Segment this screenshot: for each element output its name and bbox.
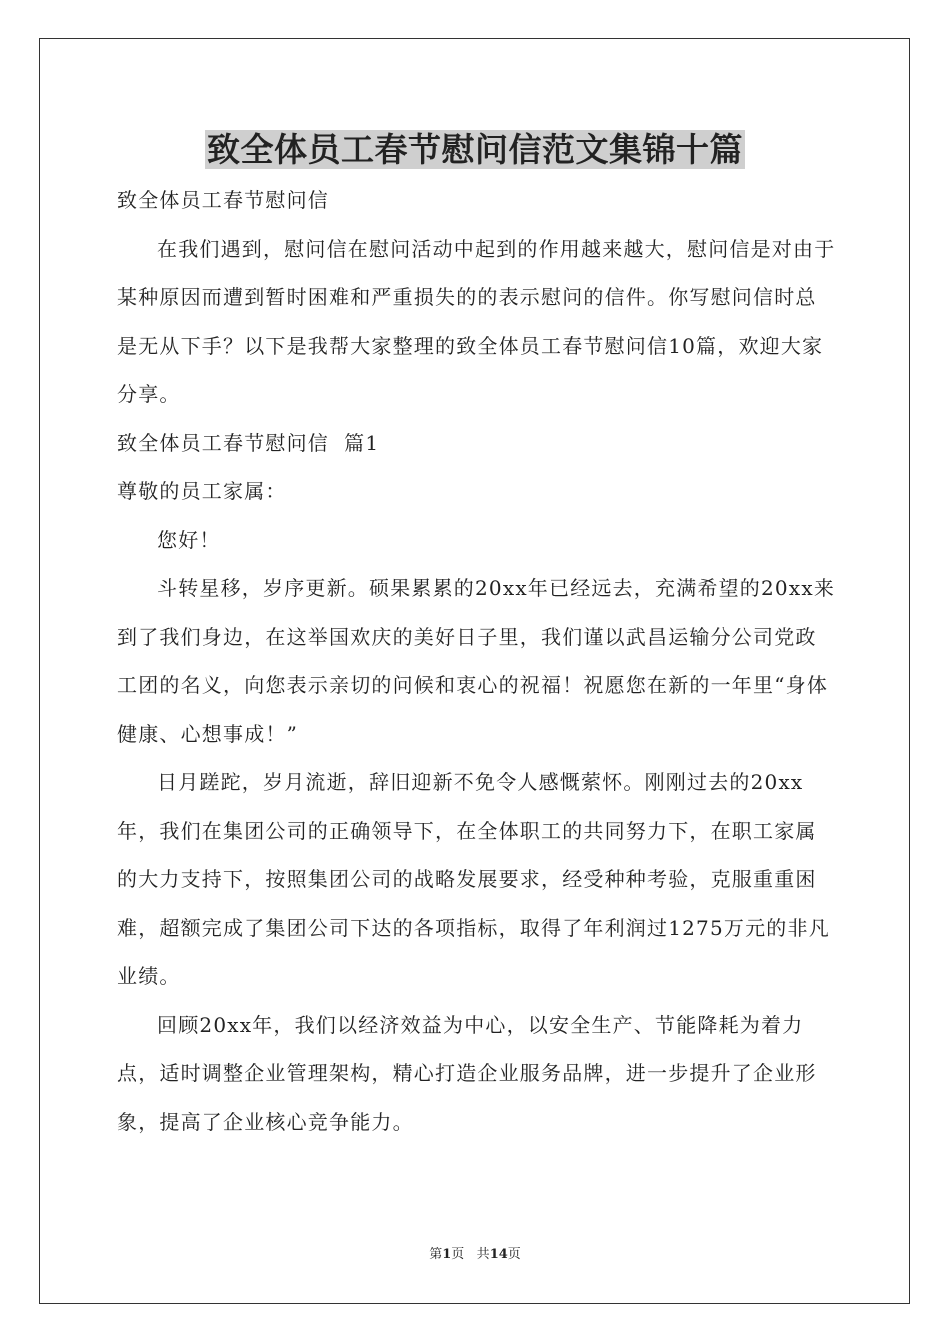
total-suffix: 页	[507, 1247, 521, 1262]
total-prefix: 共	[476, 1247, 490, 1262]
page-footer	[0, 1246, 950, 1264]
total-pages: 14	[489, 1247, 508, 1262]
paragraph-1: 在我们遇到，慰问信在慰问活动中起到的作用越来越大，慰问信是对由于某种原因而遭到暂时困难和严重损失的的表示慰问的信件。你写慰问信时总是无从下手？以下是我帮大家整理的致全体员工春节慰问信10篇，欢迎大家分享。	[117, 236, 836, 406]
page-number: 1	[442, 1247, 452, 1262]
document-body	[117, 176, 837, 1146]
paragraph-3: 尊敬的员工家属：	[117, 479, 287, 503]
paragraph-4: 您好！	[157, 527, 221, 552]
page-prefix: 第	[429, 1247, 443, 1262]
paragraph-5: 斗转星移，岁序更新。硕果累累的20xx年已经远去，充满希望的20xx来到了我们身边，在这举国欢庆的美好日子里，我们谨以武昌运输分公司党政工团的名义，向您表示亲切的问候和衷心的祝福！祝愿您在新的一年里“身体健康、心想事成！”	[117, 576, 836, 746]
page-suffix: 页	[451, 1247, 465, 1262]
paragraph-2: 致全体员工春节慰问信 篇1	[117, 430, 380, 455]
paragraph-0: 致全体员工春节慰问信	[117, 188, 329, 212]
document-title-text: 致全体员工春节慰问信范文集锦十篇	[207, 130, 743, 169]
paragraph-6: 日月蹉跎，岁月流逝，辞旧迎新不免令人感慨萦怀。刚刚过去的20xx年，我们在集团公司的正确领导下，在全体职工的共同努力下，在职工家属的大力支持下，按照集团公司的战略发展要求，经受种种考验，克服重重困难，超额完成了集团公司下达的各项指标，取得了年利润过1275万元的非凡业绩。	[117, 770, 830, 988]
document-title	[0, 128, 950, 172]
paragraph-7: 回顾20xx年，我们以经济效益为中心，以安全生产、节能降耗为着力点，适时调整企业管理架构，精心打造企业服务品牌，进一步提升了企业形象，提高了企业核心竞争能力。	[117, 1012, 817, 1134]
